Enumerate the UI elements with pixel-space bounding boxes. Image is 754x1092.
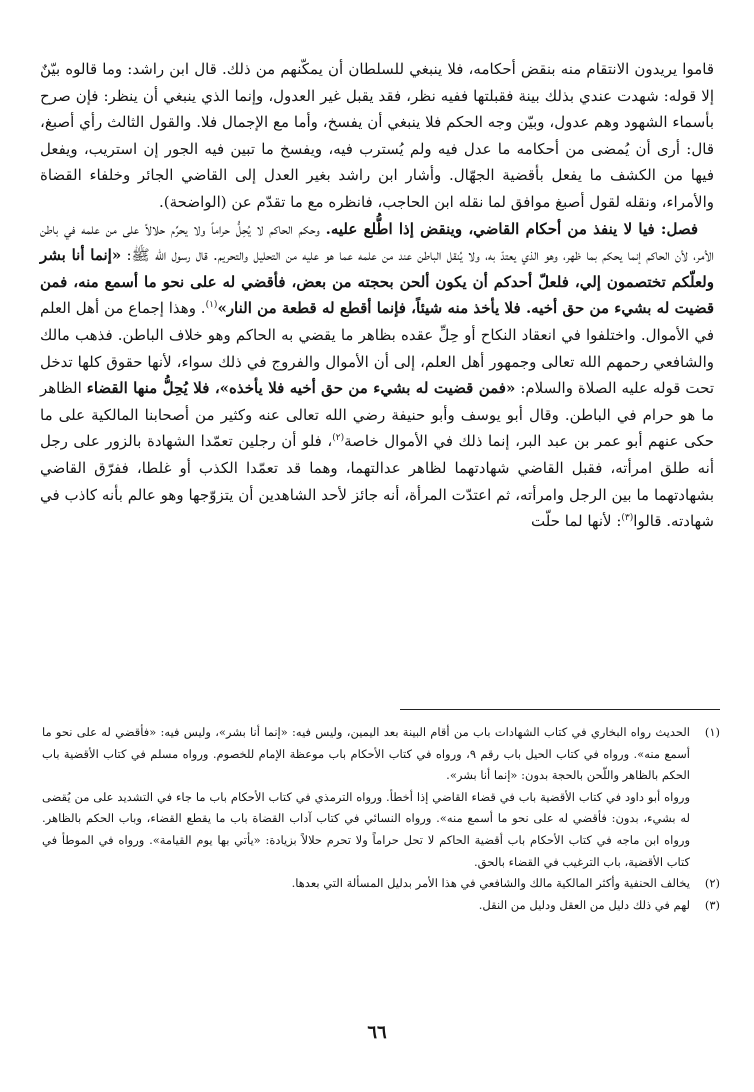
- footnote-1-text-b: ورواه أبو داود في كتاب الأقضية باب في قضاء القاضي إذا أخطأ. ورواه الترمذي في كتاب الأحكام باب ما جاء في التشديد على من يُقضى له بشيء، بدون: فأقضي له على نحو ما أسمع منه». ورواه النسائي في كتاب آداب القضاة باب ما يقطع القضاء، وباب الحكم بالظاهر. ورواه ابن ماجه في كتاب الأحكام باب أقضية الحاكم لا تحل حراماً ولا تحرم حلالاً بزيادة: «يأتي بها يوم القيامة». ورواه في الموطأ في كتاب الأقضية، باب الترغيب في القضاء بالحق.: [42, 789, 690, 869]
- paragraph-2-text-3: الظاهر ما هو حرام في الباطن. وقال أبو يوسف وأبو حنيفة رضي الله تعالى عنه وكثير من أصحابنا المالكية على ما حكى عنهم أبو عمر بن عبد البر، إنما ذلك في الأموال خاصة: [40, 379, 714, 451]
- footnote-3: [42, 895, 720, 917]
- footnote-2: [42, 873, 720, 895]
- footnote-number: (١): [704, 725, 720, 739]
- footnote-ref-2[interactable]: (٢): [332, 433, 345, 444]
- footnote-1: [42, 722, 720, 787]
- footnote-1-continued: [42, 787, 720, 873]
- main-text: [40, 56, 714, 694]
- footnote-divider: [400, 709, 720, 710]
- footnotes: [42, 722, 720, 1012]
- section-heading: فصل: فيا لا ينفذ من أحكام القاضي، وينقض إذا اطُّلع عليه.: [325, 219, 698, 238]
- footnote-3-text: لهم في ذلك دليل من العقل ودليل من النقل.: [478, 897, 690, 912]
- hadith-quote-2: «فمن قضيت له بشيء من حق أخيه فلا يأخذه»، فلا يُحِلُّ منها القضاء: [86, 379, 516, 398]
- paragraph-2-text-2: . وهذا إجماع من أهل العلم في الأموال. واختلفوا في انعقاد النكاح أو حِلِّ عقده بظاهر ما يقضي به الحاكم وهو خلاف الباطن. فذهب مالك والشافعي رحمهم الله تعالى وجمهور أهل العلم، إلى أن الأموال والفروج في ذلك سواء، لأنها حقوق كلها تدخل تحت قوله عليه الصلاة والسلام:: [40, 299, 715, 398]
- footnote-number: (٢): [704, 876, 720, 891]
- footnote-ref-3[interactable]: (٣): [621, 513, 634, 524]
- paragraph-2-text-1: وحكم الحاكم لا يُحِلُّ حراماً ولا يحرِّم حلالاً على من علمه في باطن الأمر، لأن الحاكم إنما يحكم بما ظهر، وهو الذي يعتدّ به، ولا يُنقل الباطن عند من علمه عما هو عليه من التحليل والتحريم. قال رسول الله ﷺ:: [40, 219, 714, 265]
- footnote-ref-1[interactable]: (١): [205, 300, 218, 311]
- footnote-number: (٣): [704, 897, 720, 912]
- paragraph-2-text-5: : لأنها لما حلّت: [531, 512, 622, 531]
- footnote-2-text: يخالف الحنفية وأكثر المالكية مالك والشافعي في هذا الأمر بدليل المسألة التي بعدها.: [291, 876, 690, 891]
- hadith-quote-1: «إنما أنا بشر ولعلّكم تختصمون إلي، فلعلّ أحدكم أن يكون ألحن بحجته من بعض، فأقضي له على نحو ما أسمع منه، فمن قضيت له بشيء من حق أخيه. فلا يأخذ منه شيئاً، فإنما أقطع له قطعة من النار»: [40, 246, 714, 318]
- paragraph-2-text-4: ، فلو أن رجلين تعمّدا الشهادة بالزور على رجل أنه طلق امرأته، فقبل القاضي شهادتهما لظاهر عدالتهما، وهما قد تعمّدا الكذب أو غلطا، ففرّق القاضي بشهادتهما ما بين الرجل وامرأته، ثم اعتدّت المرأة، أنه جائز لأحد الشاهدين أن يتزوّجها وهو عالم بأنه كاذب في شهادته. قالوا: [40, 432, 714, 531]
- paragraph-1: قاموا يريدون الانتقام منه بنقض أحكامه، فلا ينبغي للسلطان أن يمكّنهم من ذلك. قال ابن راشد: وما قالوه بيّنٌ إلا قوله: شهدت عندي بذلك بينة فقبلتها ففيه نظر، فقد يقبل غير العدول، وإنما الذي ينبغي أن ينظر: فإن صرح بأسماء الشهود وهم عدول، وبيّن وجه الحكم فلا ينبغي أن يفسخ، وأما مع الإجمال فلا. والقول الثالث رأي أصبغ، قال: أرى أن يُمضى من أحكامه ما عدل فيه ولم يُسترب فيه، ويفسخ ما تبين فيه الجور إن استريب، ويفعل فيها من الكشف ما يفعل بأقضية الجهّال. وأشار ابن راشد بغير العدل إلى القاضي الجائر وخلفاء القضاة والأمراء، ونقله لقول أصبغ موافق لما نقله ابن الحاجب، فانظره مع ما تقدّم عن (الواضحة).: [40, 60, 714, 211]
- paragraph-2: [40, 216, 714, 535]
- footnote-1-text-a: الحديث رواه البخاري في كتاب الشهادات باب من أقام البينة بعد اليمين، وليس فيه: «إنما أنا بشر»، وليس فيه: «فأقضي له على نحو ما أسمع منه». ورواه في كتاب الحيل باب رقم ٩، ورواه في كتاب الأحكام باب موعظة الإمام للخصوم. ورواه مسلم في كتاب الأقضية باب الحكم بالظاهر واللّحن بالحجة بدون: «إنما أنا بشر».: [42, 725, 691, 783]
- page-number: ٦٦: [367, 1022, 387, 1043]
